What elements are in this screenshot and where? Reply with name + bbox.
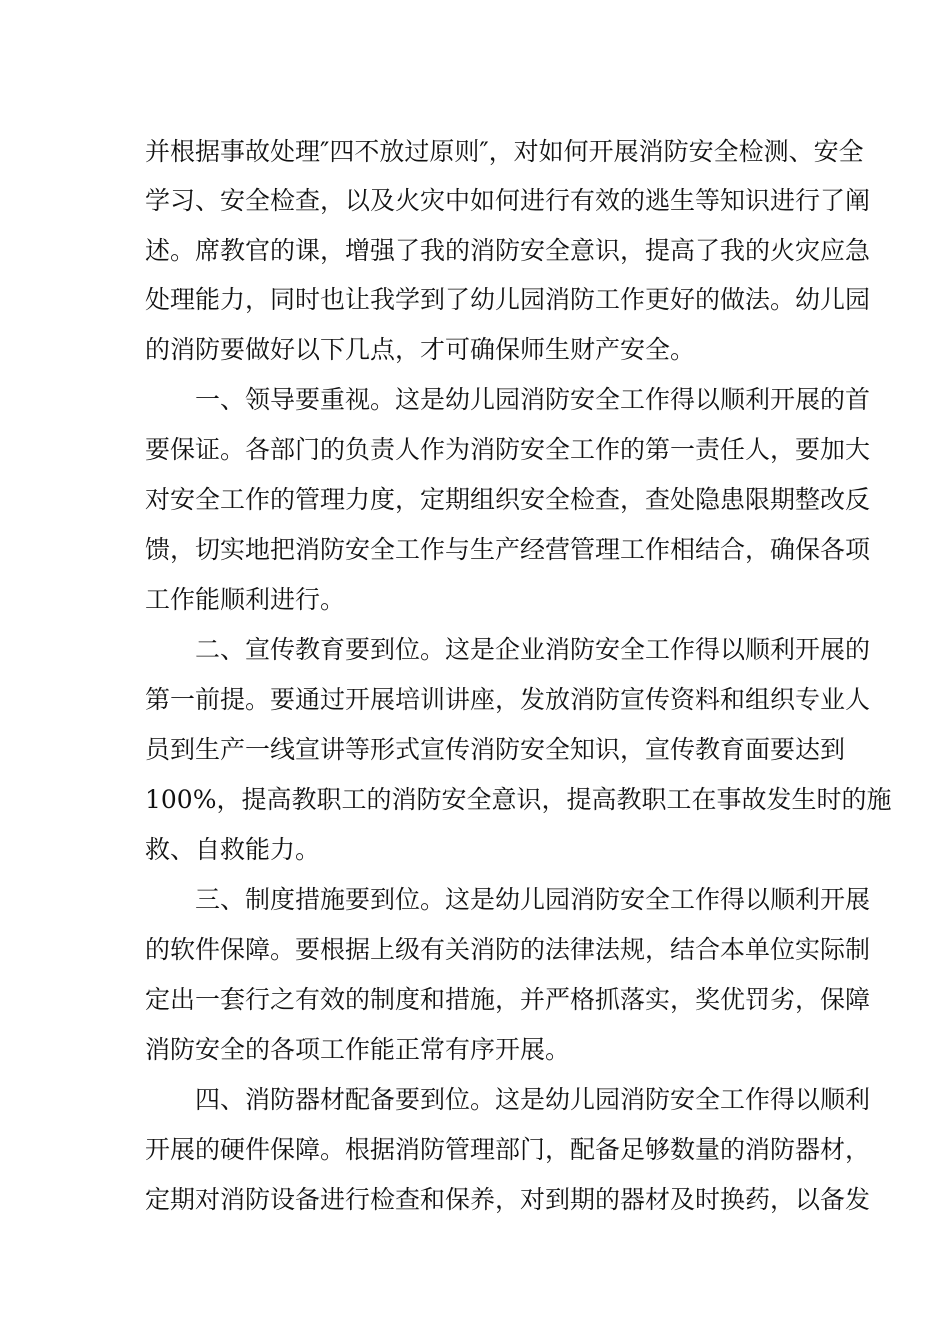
text-line: 一、领导要重视。这是幼儿园消防安全工作得以顺利开展的首 xyxy=(145,385,871,414)
text-line: 开展的硬件保障。根据消防管理部门，配备足够数量的消防器材， xyxy=(145,1135,871,1164)
text-line: 100%，提高教职工的消防安全意识，提高教职工在事故发生时的施 xyxy=(145,785,892,814)
text-line: 二、宣传教育要到位。这是企业消防安全工作得以顺利开展的 xyxy=(145,635,871,664)
text-line: 并根据事故处理″四不放过原则″，对如何开展消防安全检测、安全 xyxy=(145,137,864,166)
text-line: 对安全工作的管理力度，定期组织安全检查，查处隐患限期整改反 xyxy=(145,485,871,514)
text-line: 工作能顺利进行。 xyxy=(145,585,346,614)
text-line: 四、消防器材配备要到位。这是幼儿园消防安全工作得以顺利 xyxy=(145,1085,871,1114)
text-line: 定出一套行之有效的制度和措施，并严格抓落实，奖优罚劣，保障 xyxy=(145,985,871,1014)
text-line: 救、自救能力。 xyxy=(145,835,321,864)
text-line: 消防安全的各项工作能正常有序开展。 xyxy=(145,1035,571,1064)
text-line: 要保证。各部门的负责人作为消防安全工作的第一责任人，要加大 xyxy=(145,435,871,464)
text-line: 的消防要做好以下几点，才可确保师生财产安全。 xyxy=(145,335,696,364)
text-line: 第一前提。要通过开展培训讲座，发放消防宣传资料和组织专业人 xyxy=(145,685,871,714)
text-line: 的软件保障。要根据上级有关消防的法律法规，结合本单位实际制 xyxy=(145,935,871,964)
text-line: 处理能力，同时也让我学到了幼儿园消防工作更好的做法。幼儿园 xyxy=(145,285,871,314)
text-line: 馈，切实地把消防安全工作与生产经营管理工作相结合，确保各项 xyxy=(145,535,871,564)
text-line: 学习、安全检查，以及火灾中如何进行有效的逃生等知识进行了阐 xyxy=(145,186,871,215)
text-line: 三、制度措施要到位。这是幼儿园消防安全工作得以顺利开展 xyxy=(145,885,871,914)
text-line: 述。席教官的课，增强了我的消防安全意识，提高了我的火灾应急 xyxy=(145,236,871,265)
text-line: 员到生产一线宣讲等形式宣传消防安全知识，宣传教育面要达到 xyxy=(145,735,846,764)
text-line: 定期对消防设备进行检查和保养，对到期的器材及时换药，以备发 xyxy=(145,1185,871,1214)
